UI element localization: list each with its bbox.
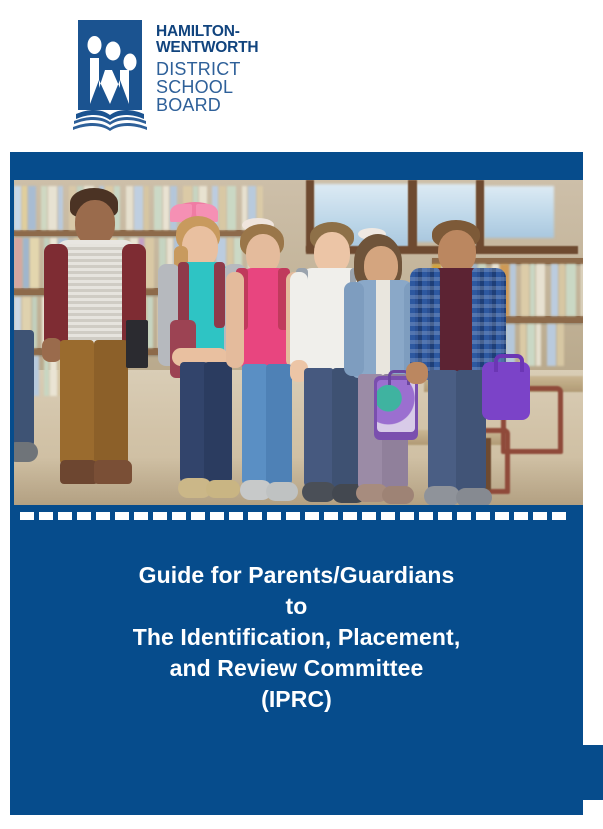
logo-name-line-2: WENTWORTH: [156, 39, 259, 56]
title-line-3: The Identification, Placement,: [132, 624, 461, 650]
title-line-2: to: [285, 593, 308, 619]
board-logo-wordmark: [156, 24, 306, 114]
title-line-4: and Review Committee: [169, 655, 424, 681]
child-partial-left: [14, 330, 40, 505]
child-1: [42, 188, 152, 505]
students-in-library-photo: [14, 180, 583, 505]
page-header: [0, 0, 603, 152]
child-6: [406, 220, 514, 505]
board-logo-icon: [72, 18, 148, 136]
logo-sub-line-2: SCHOOL: [156, 77, 234, 97]
blue-corner-tab: [583, 745, 603, 800]
photo-content: [14, 180, 583, 505]
logo-name-line-1: HAMILTON-: [156, 23, 240, 40]
logo-sub-line-3: BOARD: [156, 95, 222, 115]
logo-sub-line-1: DISTRICT: [156, 59, 241, 79]
title-line-5: (IPRC): [261, 686, 332, 712]
board-logo: [72, 18, 302, 138]
cover-title: [10, 560, 583, 715]
dashed-divider: [20, 512, 576, 520]
title-line-1: Guide for Parents/Guardians: [138, 562, 455, 588]
